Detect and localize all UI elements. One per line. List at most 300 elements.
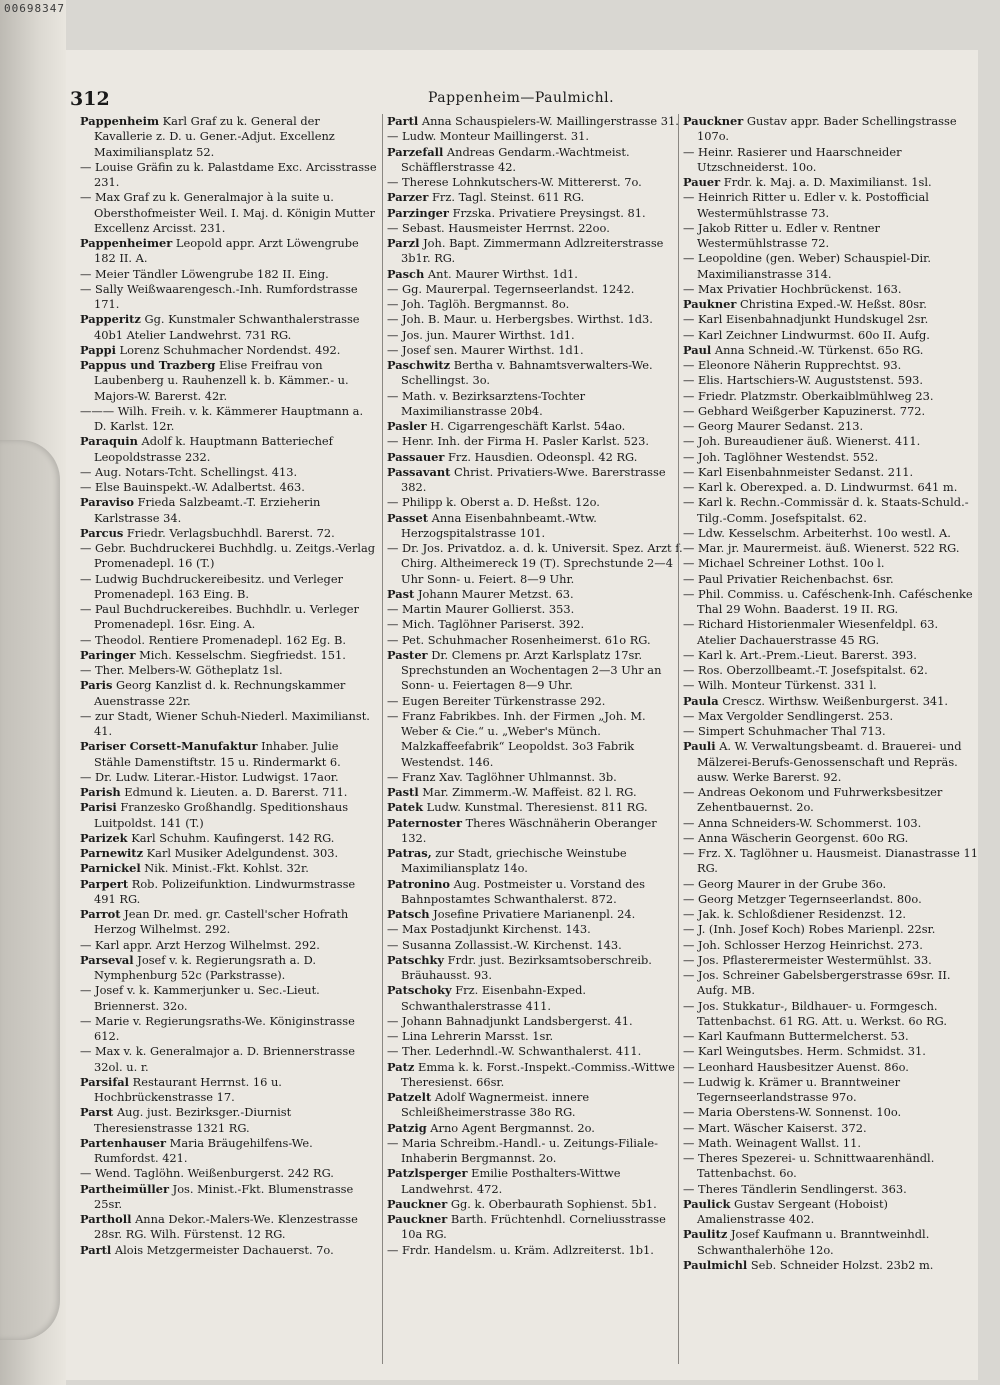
directory-entry (387, 602, 685, 617)
entry-details: — Karl k. Rechn.-Commissär d. k. Staats-Schuld.-Tilg.-Comm. Josefspitalst. 62. (683, 495, 969, 525)
directory-entry (683, 541, 979, 556)
entry-details: — Paul Privatier Reichenbachst. 6sr. (683, 571, 894, 586)
directory-entry (80, 343, 378, 358)
entry-details: Aug. just. Bezirksger.-Diurnist Theresienstrasse 1321 RG. (94, 1105, 292, 1135)
directory-entry (387, 343, 685, 358)
directory-page (66, 50, 978, 1380)
directory-entry (80, 465, 378, 480)
entry-surname: Pauer (683, 175, 721, 189)
entry-details: — Max Graf zu k. Generalmajor à la suite u. Obersthofmeister Weil. I. Maj. d. Königin Mutter Excellenz Arcisst. 231. (80, 190, 375, 235)
directory-entry (683, 1044, 979, 1059)
entry-details: Gg. Kunstmaler Schwanthalerstrasse 40b1 Atelier Landwehrst. 731 RG. (94, 312, 360, 342)
directory-entry (387, 206, 685, 221)
entry-surname: Partheimüller (80, 1181, 169, 1196)
entry-surname: Paternoster (387, 815, 462, 830)
directory-entry (683, 526, 979, 541)
entry-details: Anna Schauspielers-W. Maillingerstrasse 31. (421, 114, 679, 128)
directory-entry (387, 328, 685, 343)
directory-entry (683, 145, 979, 176)
entry-details: — Wilh. Monteur Türkenst. 331 l. (683, 678, 877, 693)
entry-details: Karl Schuhm. Kaufingerst. 142 RG. (131, 830, 335, 845)
running-head: Pappenheim—Paulmichl. (427, 90, 615, 106)
entry-surname: Paris (80, 678, 113, 693)
directory-entry (387, 770, 685, 785)
column-3 (678, 114, 979, 1364)
entry-details: — Theodol. Rentiere Promenadepl. 162 Eg. B. (80, 632, 347, 647)
directory-entry (80, 236, 378, 267)
entry-details: Edmund k. Lieuten. a. D. Barerst. 711. (124, 785, 348, 799)
entry-details: — Karl k. Art.-Prem.-Lieut. Barerst. 393. (683, 647, 917, 662)
entry-surname: Parst (80, 1105, 114, 1120)
entry-details: — Ros. Oberzollbeamt.-T. Josefspitalst. 62. (683, 663, 928, 677)
directory-entry (387, 648, 685, 694)
directory-entry (387, 282, 685, 297)
entry-details: Christ. Privatiers-Wwe. Barerstrasse 382. (401, 464, 666, 494)
directory-entry (683, 358, 979, 373)
entry-surname: Patek (387, 800, 424, 815)
entry-details: — Ludwig k. Krämer u. Branntweiner Tegernseerlandstrasse 97o. (683, 1074, 901, 1104)
directory-entry (387, 190, 685, 205)
entry-surname: Parsifal (80, 1074, 129, 1089)
entry-surname: Paul (683, 342, 712, 357)
entry-details: Maria Bräugehilfens-We. Rumfordst. 421. (94, 1135, 313, 1165)
entry-surname: Pasler (387, 419, 427, 433)
entry-surname: Passet (387, 510, 428, 525)
entry-details: — Theres Spezerei- u. Schnittwaarenhändl. Tattenbachst. 6o. (683, 1151, 935, 1181)
page-clip (0, 440, 60, 1340)
entry-details: Dr. Clemens pr. Arzt Karlsplatz 17sr. Sprechstunden an Wochentagen 2—3 Uhr an Sonn- u. Feiertagen 8—9 Uhr. (401, 647, 662, 693)
directory-entry (80, 526, 378, 541)
directory-entry (80, 983, 378, 1014)
directory-entry (80, 404, 378, 435)
directory-entry (683, 480, 979, 495)
entry-details: — Karl appr. Arzt Herzog Wilhelmst. 292. (80, 937, 320, 952)
entry-details: — Max Privatier Hochbrückenst. 163. (683, 281, 902, 296)
directory-entry (387, 617, 685, 632)
entry-details: Andreas Gendarm.-Wachtmeist. Schäfflerstrasse 42. (401, 144, 630, 174)
entry-details: — Anna Schneiders-W. Schommerst. 103. (683, 815, 922, 830)
entry-surname: Patzig (387, 1120, 427, 1135)
directory-entry (387, 907, 685, 922)
directory-entry (387, 1029, 685, 1044)
directory-entry (387, 816, 685, 847)
directory-entry (80, 1182, 378, 1213)
directory-entry (387, 1121, 685, 1136)
directory-entry (683, 785, 979, 816)
directory-entry (80, 1212, 378, 1243)
entry-details: Franzesko Großhandlg. Speditionshaus Luitpoldst. 141 (T.) (94, 800, 349, 830)
entry-details: Anna Eisenbahnbeamt.-Wtw. Herzogspitalstrasse 101. (401, 510, 597, 540)
entry-details: — Ludw. Monteur Maillingerst. 31. (387, 129, 590, 144)
directory-entry (683, 221, 979, 252)
directory-entry (80, 312, 378, 343)
entry-details: — Math. v. Bezirksarztens-Tochter Maximilianstrasse 20b4. (387, 388, 586, 418)
entry-details: Adolf k. Hauptmann Batteriechef Leopoldstrasse 232. (94, 434, 333, 464)
directory-entry (80, 114, 378, 160)
entry-surname: Partholl (80, 1212, 132, 1226)
directory-entry (80, 800, 378, 831)
directory-entry (387, 358, 685, 389)
entry-surname: Parzer (387, 190, 429, 205)
directory-entry (683, 694, 979, 709)
entry-details: — Joh. Taglöh. Bergmannst. 8o. (387, 297, 570, 311)
entry-surname: Paster (387, 647, 428, 662)
entry-details: zur Stadt, griechische Weinstube Maximiliansplatz 14o. (401, 846, 627, 876)
directory-entry (387, 785, 685, 800)
directory-entry (683, 282, 979, 297)
directory-entry (80, 648, 378, 663)
entry-details: — Ldw. Kesselschm. Arbeiterhst. 10o westl. A. (683, 525, 951, 540)
entry-details: Adolf Wagnermeist. innere Schleißheimerstrasse 38o RG. (401, 1090, 590, 1120)
directory-entry (387, 938, 685, 953)
entry-details: A. W. Verwaltungsbeamt. d. Brauerei- und Mälzerei-Berufs-Genossenschaft und Repräs. ausw. Werke Barerst. 92. (697, 739, 962, 784)
entry-details: — Karl Eisenbahnadjunkt Hundskugel 2sr. (683, 312, 929, 327)
entry-details: Gg. k. Oberbaurath Sophienst. 5b1. (450, 1196, 657, 1211)
entry-surname: Passauer (387, 449, 445, 464)
directory-entry (387, 511, 685, 542)
directory-entry (387, 236, 685, 267)
entry-details: — Max v. k. Generalmajor a. D. Briennerstrasse 32ol. u. r. (80, 1044, 355, 1074)
entry-details: Frdr. just. Bezirksamtsoberschreib. Bräuhausst. 93. (401, 952, 652, 982)
directory-entry (683, 617, 979, 648)
entry-surname: Parcus (80, 525, 124, 540)
directory-entry (80, 602, 378, 633)
directory-entry (683, 404, 979, 419)
entry-details: Frz. Tagl. Steinst. 611 RG. (431, 190, 585, 205)
directory-entry (387, 1212, 685, 1243)
entry-details: — Max Postadjunkt Kirchenst. 143. (387, 922, 591, 937)
entry-details: Bertha v. Bahnamtsverwalters-We. Schellingst. 3o. (401, 358, 653, 388)
directory-entry (683, 877, 979, 892)
entry-details: Frz. Eisenbahn-Exped. Schwanthalerstrasse 411. (401, 983, 587, 1013)
entry-details: — Meier Tändler Löwengrube 182 II. Eing. (80, 266, 329, 281)
entry-details: — zur Stadt, Wiener Schuh-Niederl. Maximilianst. 41. (80, 708, 370, 738)
entry-surname: Paraquin (80, 434, 138, 449)
entry-details: — Ther. Lederhndl.-W. Schwanthalerst. 411. (387, 1044, 642, 1059)
entry-surname: Patschoky (387, 983, 452, 998)
entry-details: — Louise Gräfin zu k. Palastdame Exc. Arcisstrasse 231. (80, 159, 377, 189)
directory-entry (80, 663, 378, 678)
entry-surname: Patronino (387, 876, 450, 891)
directory-entry (683, 190, 979, 221)
entry-details: Mich. Kesselschm. Siegfriedst. 151. (139, 647, 346, 662)
directory-entry (683, 846, 979, 877)
entry-details: — Ludwig Buchdruckereibesitz. und Verleger Promenadepl. 163 Eing. B. (80, 571, 344, 601)
directory-entry (683, 328, 979, 343)
directory-entry (387, 1014, 685, 1029)
entry-surname: Pappenheim (80, 114, 160, 128)
directory-entry (683, 953, 979, 968)
directory-entry (387, 877, 685, 908)
directory-entry (80, 678, 378, 709)
entry-details: Josef v. k. Regierungsrath a. D. Nymphenburg 52c (Parkstrasse). (94, 952, 316, 982)
directory-entry (387, 1243, 685, 1258)
directory-entry (387, 221, 685, 236)
entry-details: — Philipp k. Oberst a. D. Heßst. 12o. (387, 495, 600, 510)
directory-entry (80, 739, 378, 770)
entry-surname: Paraviso (80, 495, 134, 510)
directory-entry (683, 831, 979, 846)
entry-surname: Parizek (80, 830, 128, 845)
directory-entry (80, 907, 378, 938)
entry-surname: Pasch (387, 266, 425, 281)
entry-details: Lorenz Schuhmacher Nordendst. 492. (119, 342, 341, 357)
entry-details: — Dr. Ludw. Literar.-Histor. Ludwigst. 17aor. (80, 769, 339, 784)
entry-details: — Frz. X. Taglöhner u. Hausmeist. Dianastrasse 11 RG. (683, 846, 978, 876)
directory-entry (683, 572, 979, 587)
page-header (66, 88, 978, 114)
entry-details: — Gebhard Weißgerber Kapuzinerst. 772. (683, 403, 926, 418)
entry-details: Friedr. Verlagsbuchhdl. Barerst. 72. (126, 525, 335, 540)
entry-surname: Parish (80, 785, 121, 799)
entry-details: — Mich. Taglöhner Pariserst. 392. (387, 617, 585, 632)
entry-surname: Patzlsperger (387, 1166, 468, 1181)
entry-details: — Eugen Bereiter Türkenstrasse 292. (387, 693, 606, 708)
entry-details: Ant. Maurer Wirthst. 1d1. (427, 266, 578, 281)
entry-details: Aug. Postmeister u. Vorstand des Bahnpostamtes Schwanthalerst. 872. (401, 876, 646, 906)
entry-surname: Patz (387, 1059, 415, 1074)
entry-details: — Jak. k. Schloßdiener Residenzst. 12. (683, 907, 907, 921)
column-1 (80, 114, 378, 1364)
directory-entry (683, 114, 979, 145)
entry-details: Anna Schneid.-W. Türkenst. 65o RG. (714, 342, 924, 357)
entry-details: — Karl k. Oberexped. a. D. Lindwurmst. 641 m. (683, 480, 958, 494)
directory-entry (80, 1136, 378, 1167)
entry-surname: Partl (80, 1242, 112, 1257)
directory-entry (683, 999, 979, 1030)
directory-entry (683, 1060, 979, 1075)
entry-details: Frzska. Privatiere Preysingst. 81. (452, 205, 646, 220)
entry-details: — Dr. Jos. Privatdoz. a. d. k. Universit. Spez. Arzt f. Chirg. Altheimereck 19 (T). Sprechstunde 2—4 Uhr Sonn- u. Feiert. 8—9 Uhr. (387, 541, 683, 586)
directory-entry (80, 282, 378, 313)
entry-details: — Pet. Schuhmacher Rosenheimerst. 61o RG. (387, 632, 651, 647)
directory-entry (387, 587, 685, 602)
directory-entry (683, 922, 979, 937)
entry-details: — Karl Weingutsbes. Herm. Schmidst. 31. (683, 1044, 926, 1059)
directory-entry (80, 953, 378, 984)
entry-details: Georg Kanzlist d. k. Rechnungskammer Auenstrasse 22r. (94, 678, 346, 708)
directory-entry (80, 267, 378, 282)
entry-details: — Jos. jun. Maurer Wirthst. 1d1. (387, 327, 575, 342)
entry-details: Karl Graf zu k. General der Kavallerie z. D. u. Gener.-Adjut. Excellenz Maximiliansplatz 52. (94, 114, 335, 159)
entry-details: Frdr. k. Maj. a. D. Maximilianst. 1sl. (723, 175, 932, 189)
entry-surname: Pauckner (387, 1196, 448, 1211)
entry-details: Arno Agent Bergmannst. 2o. (430, 1120, 595, 1135)
directory-entry (80, 1044, 378, 1075)
entry-details: — Marie v. Regierungsraths-We. Königinstrasse 612. (80, 1013, 355, 1043)
directory-entry (80, 190, 378, 236)
directory-entry (80, 861, 378, 876)
entry-details: — Susanna Zollassist.-W. Kirchenst. 143. (387, 937, 622, 952)
entry-surname: Parnickel (80, 861, 141, 876)
entry-details: — J. (Inh. Josef Koch) Robes Marienpl. 22sr. (683, 922, 936, 937)
entry-surname: Pauli (683, 739, 716, 754)
directory-entry (387, 1060, 685, 1091)
directory-entry (80, 785, 378, 800)
entry-details: — Math. Weinagent Wallst. 11. (683, 1135, 862, 1150)
directory-entry (387, 495, 685, 510)
directory-entry (387, 1090, 685, 1121)
entry-details: Emma k. k. Forst.-Inspekt.-Commiss.-Wittwe Theresienst. 66sr. (401, 1059, 675, 1089)
directory-entry (80, 160, 378, 191)
entry-details: — Jos. Pflasterermeister Westermühlst. 33. (683, 952, 932, 967)
entry-details: — Jakob Ritter u. Edler v. Rentner Westermühlstrasse 72. (683, 220, 880, 250)
directory-entry (80, 770, 378, 785)
entry-surname: Paukner (683, 297, 737, 311)
directory-entry (683, 907, 979, 922)
directory-entry (387, 1044, 685, 1059)
entry-surname: Parisi (80, 800, 117, 815)
entry-details: — Mart. Wäscher Kaiserst. 372. (683, 1120, 867, 1135)
directory-entry (387, 1197, 685, 1212)
entry-details: Leopold appr. Arzt Löwengrube 182 II. A. (94, 236, 359, 266)
entry-details: — Georg Maurer in der Grube 36o. (683, 876, 887, 891)
entry-details: — Friedr. Platzmstr. Oberkaiblmühlweg 23. (683, 388, 934, 403)
entry-surname: Parzl (387, 236, 420, 250)
directory-entry (683, 556, 979, 571)
entry-details: — Heinr. Rasierer und Haarschneider Utzschneiderst. 10o. (683, 144, 902, 174)
entry-surname: Pariser Corsett-Manufaktur (80, 739, 258, 754)
entry-details: Josef Kaufmann u. Branntweinhdl. Schwanthalerhöhe 12o. (697, 1227, 930, 1257)
entry-details: — Georg Metzger Tegernseerlandst. 80o. (683, 891, 922, 906)
entry-details: — Henr. Inh. der Firma H. Pasler Karlst. 523. (387, 434, 649, 449)
directory-entry (80, 434, 378, 465)
directory-entry (683, 495, 979, 526)
directory-entry (683, 419, 979, 434)
entry-details: Josefine Privatiere Marianenpl. 24. (433, 907, 636, 921)
directory-entry (387, 709, 685, 770)
entry-details: — Andreas Oekonom und Fuhrwerksbesitzer Zehentbauernst. 2o. (683, 785, 943, 815)
directory-entry (387, 800, 685, 815)
entry-details: — Joh. Bureaudiener äuß. Wienerst. 411. (683, 434, 921, 449)
directory-entry (683, 1136, 979, 1151)
directory-entry (387, 953, 685, 984)
entry-surname: Paulmichl (683, 1257, 748, 1272)
entry-details: — Joh. Taglöhner Westendst. 552. (683, 449, 879, 464)
directory-entry (683, 1121, 979, 1136)
directory-entry (683, 587, 979, 618)
entry-details: — Therese Lohnkutschers-W. Mittererst. 7o. (387, 175, 642, 189)
entry-details: — Jos. Stukkatur-, Bildhauer- u. Formgesch. Tattenbachst. 61 RG. Att. u. Werkst. 6o RG. (683, 998, 947, 1028)
entry-surname: Paringer (80, 647, 136, 662)
entry-details: Karl Musiker Adelgundenst. 303. (146, 846, 339, 860)
entry-details: — Theres Tändlerin Sendlingerst. 363. (683, 1181, 907, 1196)
directory-entry (683, 1029, 979, 1044)
directory-entry (387, 175, 685, 190)
directory-entry (683, 816, 979, 831)
directory-entry (80, 572, 378, 603)
entry-details: — Joh. B. Maur. u. Herbergsbes. Wirthst. 1d3. (387, 312, 653, 327)
entry-details: — Sebast. Hausmeister Herrnst. 22oo. (387, 220, 610, 235)
entry-surname: Passavant (387, 464, 451, 479)
entry-surname: Papperitz (80, 312, 141, 327)
entry-surname: Parseval (80, 952, 134, 967)
directory-entry (683, 434, 979, 449)
entry-details: Barth. Früchtenhdl. Corneliusstrasse 10a RG. (401, 1212, 666, 1242)
entry-details: Restaurant Herrnst. 16 u. Hochbrückenstrasse 17. (94, 1074, 282, 1104)
entry-surname: Patschky (387, 952, 445, 967)
entry-surname: Pappus und Trazberg (80, 358, 216, 372)
directory-entry (387, 541, 685, 587)
entry-details: H. Cigarrengeschäft Karlst. 54ao. (430, 419, 626, 433)
entry-details: Ludw. Kunstmal. Theresienst. 811 RG. (426, 800, 648, 815)
directory-entry (80, 358, 378, 404)
entry-details: — Franz Fabrikbes. Inh. der Firmen „Joh. M. Weber & Cie.“ u. „Weber's Münch. Malzkaffeefabrik“ Leopoldst. 3o3 Fabrik Westendst. 146. (387, 708, 646, 769)
directory-entry (387, 1166, 685, 1197)
directory-entry (80, 877, 378, 908)
entry-surname: Partl (387, 114, 419, 128)
directory-entry (80, 541, 378, 572)
entry-details: — Leonhard Hausbesitzer Auenst. 86o. (683, 1059, 909, 1074)
directory-entry (387, 922, 685, 937)
entry-surname: Pappi (80, 342, 116, 357)
entry-details: Jos. Minist.-Fkt. Blumenstrasse 25sr. (94, 1181, 354, 1211)
entry-details: Gustav Sergeant (Hoboist) Amalienstrasse 402. (697, 1196, 888, 1226)
entry-surname: Paulitz (683, 1227, 728, 1242)
directory-entry (387, 983, 685, 1014)
directory-entry (683, 1105, 979, 1120)
directory-entry (80, 831, 378, 846)
directory-entry (80, 480, 378, 495)
directory-entry (683, 312, 979, 327)
entry-surname: Patsch (387, 907, 430, 921)
directory-entry (387, 434, 685, 449)
directory-entry (80, 1243, 378, 1258)
directory-entry (387, 465, 685, 496)
directory-entry (387, 633, 685, 648)
entry-details: Inhaber. Julie Stähle Damenstiftstr. 15 u. Rindermarkt 6. (94, 739, 341, 769)
entry-surname: Past (387, 586, 415, 601)
entry-details: — Josef v. k. Kammerjunker u. Sec.-Lieut. Briennerst. 32o. (80, 983, 320, 1013)
entry-details: — Wend. Taglöhn. Weißenburgerst. 242 RG. (80, 1166, 334, 1181)
entry-details: Emilie Posthalters-Wittwe Landwehrst. 472. (401, 1166, 621, 1196)
entry-details: Rob. Polizeifunktion. Lindwurmstrasse 491 RG. (94, 876, 356, 906)
directory-entry (387, 114, 685, 129)
entry-details: — Paul Buchdruckereibes. Buchhdlr. u. Verleger Promenadepl. 16sr. Eing. A. (80, 602, 359, 632)
page-number: 312 (70, 88, 110, 110)
directory-entry (683, 1197, 979, 1228)
directory-entry (387, 297, 685, 312)
entry-surname: Partenhauser (80, 1135, 167, 1150)
entry-surname: Parzinger (387, 205, 449, 220)
entry-details: — Martin Maurer Gollierst. 353. (387, 602, 575, 616)
entry-details: Crescz. Wirthsw. Weißenburgerst. 341. (722, 693, 949, 708)
entry-details: Frieda Salzbeamt.-T. Erzieherin Karlstrasse 34. (94, 495, 321, 525)
directory-entry (683, 648, 979, 663)
directory-entry (683, 739, 979, 785)
directory-entry (80, 1014, 378, 1045)
entry-details: Joh. Bapt. Zimmermann Adlzreiterstrasse 3b1r. RG. (401, 236, 664, 266)
directory-entry (387, 450, 685, 465)
entry-details: — Eleonore Näherin Rupprechtst. 93. (683, 358, 902, 372)
entry-details: — Anna Wäscherin Georgenst. 60o RG. (683, 830, 909, 845)
directory-entry (80, 709, 378, 740)
entry-surname: Parnewitz (80, 846, 144, 860)
directory-entry (683, 663, 979, 678)
directory-entry (387, 312, 685, 327)
entry-details: — Sally Weißwaarengesch.-Inh. Rumfordstrasse 171. (80, 281, 358, 311)
directory-entry (387, 129, 685, 144)
directory-entry (683, 373, 979, 388)
entry-surname: Parrot (80, 907, 121, 921)
entry-surname: Parzefall (387, 144, 444, 159)
entry-details: — Karl Eisenbahnmeister Sedanst. 211. (683, 464, 914, 479)
scan-id: 00698347 (4, 2, 65, 15)
directory-entry (387, 1136, 685, 1167)
entry-details: Mar. Zimmerm.-W. Maffeist. 82 l. RG. (422, 785, 637, 799)
entry-details: — Maria Oberstens-W. Sonnenst. 10o. (683, 1105, 902, 1120)
directory-entry (387, 267, 685, 282)
